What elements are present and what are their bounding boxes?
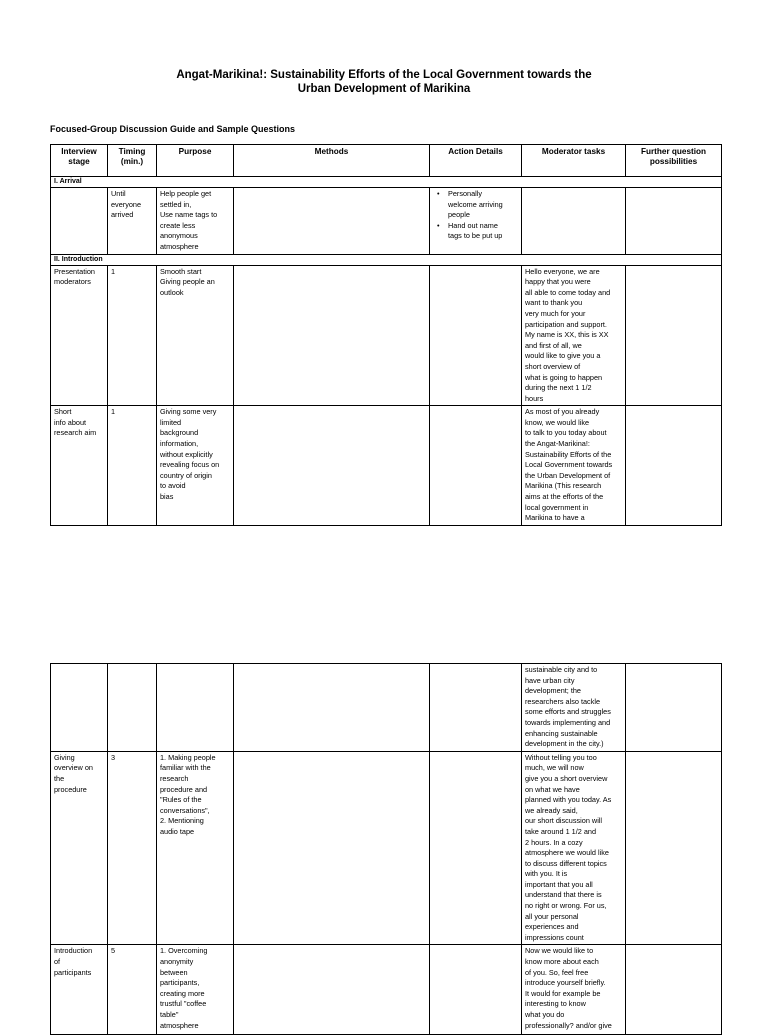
timing-cell bbox=[108, 664, 157, 752]
section-row-introduction bbox=[51, 254, 722, 265]
timing-cell: 5 bbox=[108, 945, 157, 1035]
stage-cell bbox=[51, 188, 108, 255]
action-details-cell bbox=[430, 265, 522, 406]
document-title bbox=[0, 68, 768, 96]
moderator-cell: As most of you already know, we would like to talk to you today about the Angat-Marikina!: Sustainability Efforts of the Local Government towards the Urban Development of Marikina (This research aims at the efforts of the local government in Marikina to have a bbox=[522, 406, 626, 526]
methods-cell bbox=[234, 406, 430, 526]
moderator-cell: Without telling you too much, we will now give you a short overview on what we have planned with you today. As we already said, our short discussion will take around 1 1/2 and 2 hours. In a cozy atmosphere we would like to discuss different topics with you. It is important that you all understand that there is no right or wrong. For us, all your personal experiences and impressions count bbox=[522, 751, 626, 945]
stage-cell: Presentation moderators bbox=[51, 265, 108, 406]
purpose-cell: 1. Making people familiar with the research procedure and "Rules of the conversations", 2. Mentioning audio tape bbox=[157, 751, 234, 945]
document-subtitle: Focused-Group Discussion Guide and Sample Questions bbox=[50, 124, 296, 134]
purpose-cell bbox=[157, 664, 234, 752]
moderator-cell: Now we would like to know more about each of you. So, feel free introduce yourself briefly. It would for example be interesting to know what you do professionally? and/or give bbox=[522, 945, 626, 1035]
further-questions-cell bbox=[626, 188, 722, 255]
methods-cell bbox=[234, 265, 430, 406]
action-details-cell bbox=[430, 188, 522, 255]
table-row bbox=[51, 945, 722, 1035]
table-row bbox=[51, 406, 722, 526]
header-moderator-tasks: Moderator tasks bbox=[522, 145, 626, 177]
header-further-questions: Further question possibilities bbox=[626, 145, 722, 177]
header-purpose: Purpose bbox=[157, 145, 234, 177]
action-details-cell bbox=[430, 664, 522, 752]
table-header-row bbox=[51, 145, 722, 177]
header-methods: Methods bbox=[234, 145, 430, 177]
stage-cell: Short info about research aim bbox=[51, 406, 108, 526]
methods-cell bbox=[234, 945, 430, 1035]
action-details-cell bbox=[430, 945, 522, 1035]
title-line-2: Urban Development of Marikina bbox=[297, 83, 471, 95]
further-questions-cell bbox=[626, 265, 722, 406]
further-questions-cell bbox=[626, 751, 722, 945]
table-row bbox=[51, 265, 722, 406]
timing-cell: 1 bbox=[108, 406, 157, 526]
methods-cell bbox=[234, 664, 430, 752]
list-item: • Hand out name tags to be put up bbox=[445, 221, 518, 242]
header-interview-stage: Interview stage bbox=[51, 145, 108, 177]
timing-cell: Until everyone arrived bbox=[108, 188, 157, 255]
purpose-cell: Smooth start Giving people an outlook bbox=[157, 265, 234, 406]
action-details-cell bbox=[430, 406, 522, 526]
purpose-cell: Help people get settled in, Use name tags to create less anonymous atmosphere bbox=[157, 188, 234, 255]
further-questions-cell bbox=[626, 945, 722, 1035]
action-details-cell bbox=[430, 751, 522, 945]
table-row bbox=[51, 188, 722, 255]
purpose-cell: 1. Overcoming anonymity between participants, creating more trustful "coffee table" atmosphere bbox=[157, 945, 234, 1035]
stage-cell: Giving overview on the procedure bbox=[51, 751, 108, 945]
header-timing: Timing (min.) bbox=[108, 145, 157, 177]
further-questions-cell bbox=[626, 664, 722, 752]
section-row-arrival bbox=[51, 177, 722, 188]
moderator-cell: sustainable city and to have urban city development; the researchers also tackle some efforts and struggles towards implementing and enhancing sustainable development in the city.) bbox=[522, 664, 626, 752]
moderator-cell bbox=[522, 188, 626, 255]
timing-cell: 1 bbox=[108, 265, 157, 406]
title-line-1: Angat-Marikina!: Sustainability Efforts of the Local Government towards the bbox=[176, 69, 592, 81]
methods-cell bbox=[234, 751, 430, 945]
timing-cell: 3 bbox=[108, 751, 157, 945]
discussion-guide-table-continued bbox=[50, 663, 722, 1035]
table-row bbox=[51, 751, 722, 945]
section-label-introduction: II. Introduction bbox=[51, 254, 722, 265]
further-questions-cell bbox=[626, 406, 722, 526]
stage-cell bbox=[51, 664, 108, 752]
purpose-cell: Giving some very limited background information, without explicitly revealing focus on country of origin to avoid bias bbox=[157, 406, 234, 526]
action-list bbox=[433, 189, 518, 242]
section-label-arrival: I. Arrival bbox=[51, 177, 722, 188]
discussion-guide-table bbox=[50, 144, 722, 526]
list-item: • Personally welcome arriving people bbox=[445, 189, 518, 221]
methods-cell bbox=[234, 188, 430, 255]
stage-cell: Introduction of participants bbox=[51, 945, 108, 1035]
header-action-details: Action Details bbox=[430, 145, 522, 177]
moderator-cell: Hello everyone, we are happy that you were all able to come today and want to thank you very much for your participation and support. My name is XX, this is XX and first of all, we would like to give you a short overview of what is going to happen during the next 1 1/2 hours bbox=[522, 265, 626, 406]
table-row bbox=[51, 664, 722, 752]
